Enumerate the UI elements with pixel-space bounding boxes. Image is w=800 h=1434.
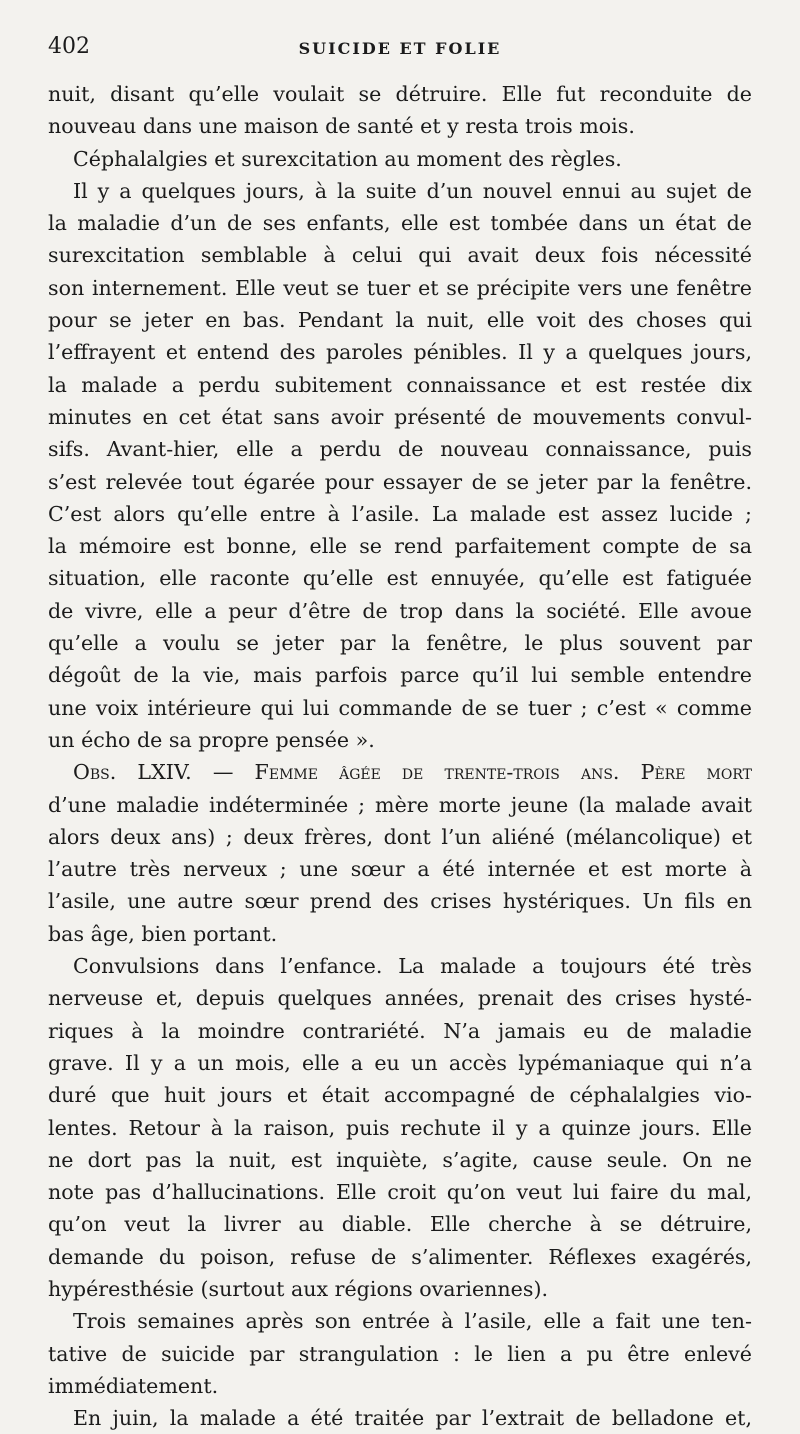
- text-line: minutes en cet état sans avoir présenté de mouvements convul-: [48, 404, 752, 429]
- text-line: Céphalalgies et surexcitation au moment des règles.: [73, 146, 622, 171]
- text-line: dégoût de la vie, mais parfois parce qu’il lui semble entendre: [48, 663, 752, 688]
- text-line: s’est relevée tout égarée pour essayer de se jeter par la fenêtre.: [48, 469, 752, 494]
- text-line: la maladie d’un de ses enfants, elle est tombée dans un état de: [48, 211, 752, 236]
- text-line: duré que huit jours et était accompagné de céphalalgies vio-: [48, 1083, 752, 1108]
- body-text: [48, 78, 752, 1434]
- text-line: Il y a quelques jours, à la suite d’un nouvel ennui au sujet de: [73, 178, 752, 203]
- text-line: l’effrayent et entend des paroles pénibles. Il y a quelques jours,: [48, 340, 752, 365]
- text-line: lentes. Retour à la raison, puis rechute il y a quinze jours. Elle: [48, 1115, 752, 1140]
- text-line: situation, elle raconte qu’elle est ennuyée, qu’elle est fatiguée: [48, 566, 752, 591]
- text-line: nuit, disant qu’elle voulait se détruire. Elle fut reconduite de: [48, 82, 752, 106]
- text-line: nouveau dans une maison de santé et y resta trois mois.: [48, 114, 635, 139]
- text-line: immédiatement.: [48, 1373, 219, 1398]
- text-line: une voix intérieure qui lui commande de se tuer ; c’est « comme: [48, 695, 752, 720]
- text-line: demande du poison, refuse de s’alimenter. Réflexes exagérés,: [48, 1244, 752, 1269]
- text-line: la mémoire est bonne, elle se rend parfaitement compte de sa: [48, 534, 752, 559]
- text-line: bas âge, bien portant.: [48, 921, 278, 946]
- text-line: C’est alors qu’elle entre à l’asile. La malade est assez lucide ;: [48, 501, 752, 526]
- text-line: Convulsions dans l’enfance. La malade a toujours été très: [73, 954, 752, 979]
- text-line: qu’on veut la livrer au diable. Elle cherche à se détruire,: [48, 1212, 752, 1237]
- text-line: l’autre très nerveux ; une sœur a été internée et est morte à: [48, 857, 752, 882]
- text-line: note pas d’hallucinations. Elle croit qu’on veut lui faire du mal,: [48, 1180, 752, 1205]
- text-line: surexcitation semblable à celui qui avait deux fois nécessité: [48, 243, 752, 268]
- text-line: la malade a perdu subitement connaissance et est restée dix: [48, 372, 752, 397]
- text-line: ne dort pas la nuit, est inquiète, s’agite, cause seule. On ne: [48, 1147, 752, 1172]
- text-line: tative de suicide par strangulation : le lien a pu être enlevé: [48, 1341, 752, 1366]
- text-line: d’une maladie indéterminée ; mère morte jeune (la malade avait: [48, 792, 752, 817]
- text-line: Trois semaines après son entrée à l’asile, elle a fait une ten-: [73, 1309, 752, 1334]
- running-title: SUICIDE ET FOLIE: [298, 39, 502, 58]
- text-line: grave. Il y a un mois, elle a eu un accès lypémaniaque qui n’a: [48, 1050, 752, 1075]
- text-line: l’asile, une autre sœur prend des crises hystériques. Un fils en: [48, 889, 752, 914]
- page-number: 402: [48, 34, 90, 59]
- text-line: riques à la moindre contrariété. N’a jamais eu de maladie: [48, 1018, 752, 1043]
- text-line: son internement. Elle veut se tuer et se précipite vers une fenêtre: [48, 275, 752, 300]
- page-header: [48, 34, 752, 62]
- text-line: qu’elle a voulu se jeter par la fenêtre, le plus souvent par: [48, 631, 752, 656]
- observation-heading-line: Obs. LXIV. — Femme âgée de trente-trois ans. Père mort: [73, 760, 752, 785]
- text-line: sifs. Avant-hier, elle a perdu de nouveau connaissance, puis: [48, 437, 752, 462]
- text-line: En juin, la malade a été traitée par l’extrait de belladone et,: [73, 1406, 752, 1431]
- text-line: alors deux ans) ; deux frères, dont l’un aliéné (mélancolique) et: [48, 824, 752, 849]
- text-line: de vivre, elle a peur d’être de trop dans la société. Elle avoue: [48, 598, 752, 623]
- text-line: pour se jeter en bas. Pendant la nuit, elle voit des choses qui: [48, 308, 752, 333]
- text-line: hypéresthésie (surtout aux régions ovariennes).: [48, 1276, 549, 1301]
- text-line: un écho de sa propre pensée ».: [48, 727, 375, 752]
- text-line: nerveuse et, depuis quelques années, prenait des crises hysté-: [48, 986, 752, 1011]
